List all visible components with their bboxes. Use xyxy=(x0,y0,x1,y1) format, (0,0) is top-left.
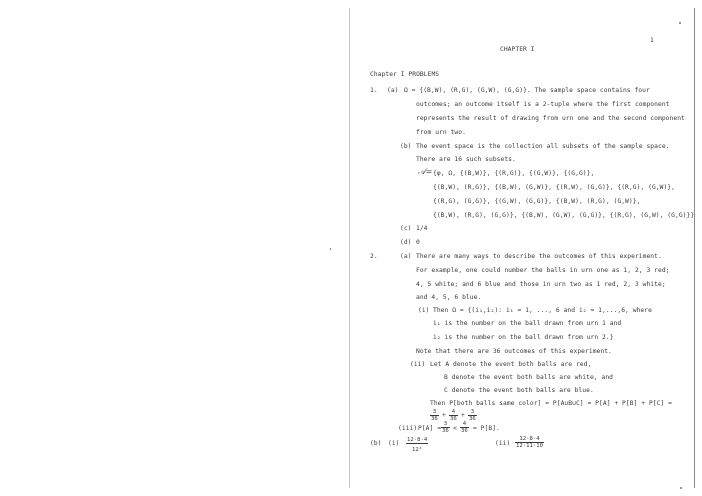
problem-2a-iii-tail: = P[B]. xyxy=(473,425,500,432)
problem-2a-ii-label: (ii) xyxy=(410,361,426,368)
problem-2b-ii-label: (ii) xyxy=(495,440,511,447)
problem-1d-value: 0 xyxy=(416,239,420,246)
fraction: $\frac{3}{36}$ xyxy=(431,409,438,422)
problem-2a-line: and 4, 5, 6 blue. xyxy=(416,294,482,301)
problem-1a-line: outcomes; an outcome itself is a 2-tuple where the first component xyxy=(416,101,670,108)
fraction: $\frac{3}{36}$ xyxy=(442,421,449,434)
less-than-sign: < xyxy=(453,425,457,432)
problem-1b-line: There are 16 such subsets. xyxy=(416,156,516,163)
problem-2a-ii-line: C denote the event both balls are blue. xyxy=(444,387,594,394)
scan-speck xyxy=(330,248,331,250)
problem-1a-label: (a) xyxy=(387,87,399,94)
event-space-line: {φ, Ω, {(B,W)}, {(R,G)}, {(G,W)}, {(G,G)}, xyxy=(433,170,595,177)
problem-1b-line: The event space is the collection all subsets of the sample space. xyxy=(416,143,670,150)
plus-sign: + xyxy=(461,412,465,419)
problem-2a-i-label: (i) xyxy=(418,307,430,314)
problem-2a-iii-label: (iii) xyxy=(398,425,418,432)
problem-2a-line: For example, one could number the balls in urn one as 1, 2, 3 red; xyxy=(416,267,670,274)
problem-2a-ii-line: B denote the event both balls are white, and xyxy=(444,374,614,381)
problem-2a-line: 4, 5 white; and 6 blue and those in urn two as 1 red, 2, 3 white; xyxy=(416,281,666,288)
fraction: $\frac{4}{36}$ xyxy=(450,409,457,422)
event-space-line: {(R,G), (G,G)}, {(G,W), (G,G)}, {(B,W), (R,G), (G,W)}, xyxy=(433,198,641,205)
event-space-line: {(B,W), (R,G)}, {(B,W), (G,W)}, {(R,W), (G,G)}, {(R,G), (G,W)}, xyxy=(433,184,675,191)
scan-speck xyxy=(680,487,682,489)
scan-speck xyxy=(679,22,681,24)
problem-1-number: 1. xyxy=(370,87,378,94)
problem-1a-line: from urn two. xyxy=(416,129,466,136)
problem-1a-line: Ω = {(B,W), (R,G), (G,W), (G,G)}. The sample space contains four xyxy=(404,87,650,94)
plus-sign: + xyxy=(442,412,446,419)
section-title: Chapter I PROBLEMS xyxy=(370,71,440,78)
page-number: 1 xyxy=(650,37,654,44)
problem-2a-line: There are many ways to describe the outcomes of this experiment. xyxy=(416,253,662,260)
problem-1c-label: (c) xyxy=(400,225,412,232)
problem-2a-iii-text: P[A] = xyxy=(418,425,442,432)
fraction: $\frac{12\cdot 8\cdot 4}{12\cdot 11\cdot 10}$ xyxy=(516,436,543,449)
problem-2a-ii-line: Let A denote the event both balls are red, xyxy=(430,361,592,368)
event-space-line: {(B,W), (R,G), (G,G)}, {(B,W), (G,W), (G,G)}, {(R,G), (G,W), (G,G)}} xyxy=(433,212,695,219)
probability-line: Then P[both balls same color] = P[A∪B∪C] = P[A] + P[B] + P[C] = xyxy=(430,400,672,407)
problem-2-number: 2. xyxy=(370,253,378,260)
fraction: $\frac{12\cdot 8\cdot 4}{\text{12³}}$ xyxy=(407,437,428,453)
fraction: $\frac{4}{36}$ xyxy=(461,421,468,434)
chapter-title: CHAPTER I xyxy=(500,46,535,53)
problem-1b-label: (b) xyxy=(400,143,412,150)
problem-2a-i-line: i₂ is the number on the ball drawn from urn 2.} xyxy=(433,334,614,341)
problem-2a-label: (a) xyxy=(400,253,412,260)
left-page-edge xyxy=(349,8,350,488)
right-page-edge xyxy=(694,8,695,488)
note-outcomes: Note that there are 36 outcomes of this experiment. xyxy=(416,348,612,355)
problem-1c-value: 1/4 xyxy=(416,225,428,232)
problem-2b-label: (b) xyxy=(370,440,382,447)
problem-1d-label: (d) xyxy=(400,239,412,246)
script-a-symbol: 𝒜= xyxy=(418,167,433,176)
problem-2b-i-label: (i) xyxy=(388,440,400,447)
problem-2a-i-line: i₁ is the number on the ball drawn from urn 1 and xyxy=(433,320,622,327)
fraction: $\frac{3}{36}$ xyxy=(469,409,476,422)
problem-1a-line: represents the result of drawing from urn one and the second component xyxy=(416,115,685,122)
problem-2a-i-line: Then Ω = {(i₁,i₂): i₁ = 1, ..., 6 and i₂ = 1,...,6, where xyxy=(433,307,652,314)
